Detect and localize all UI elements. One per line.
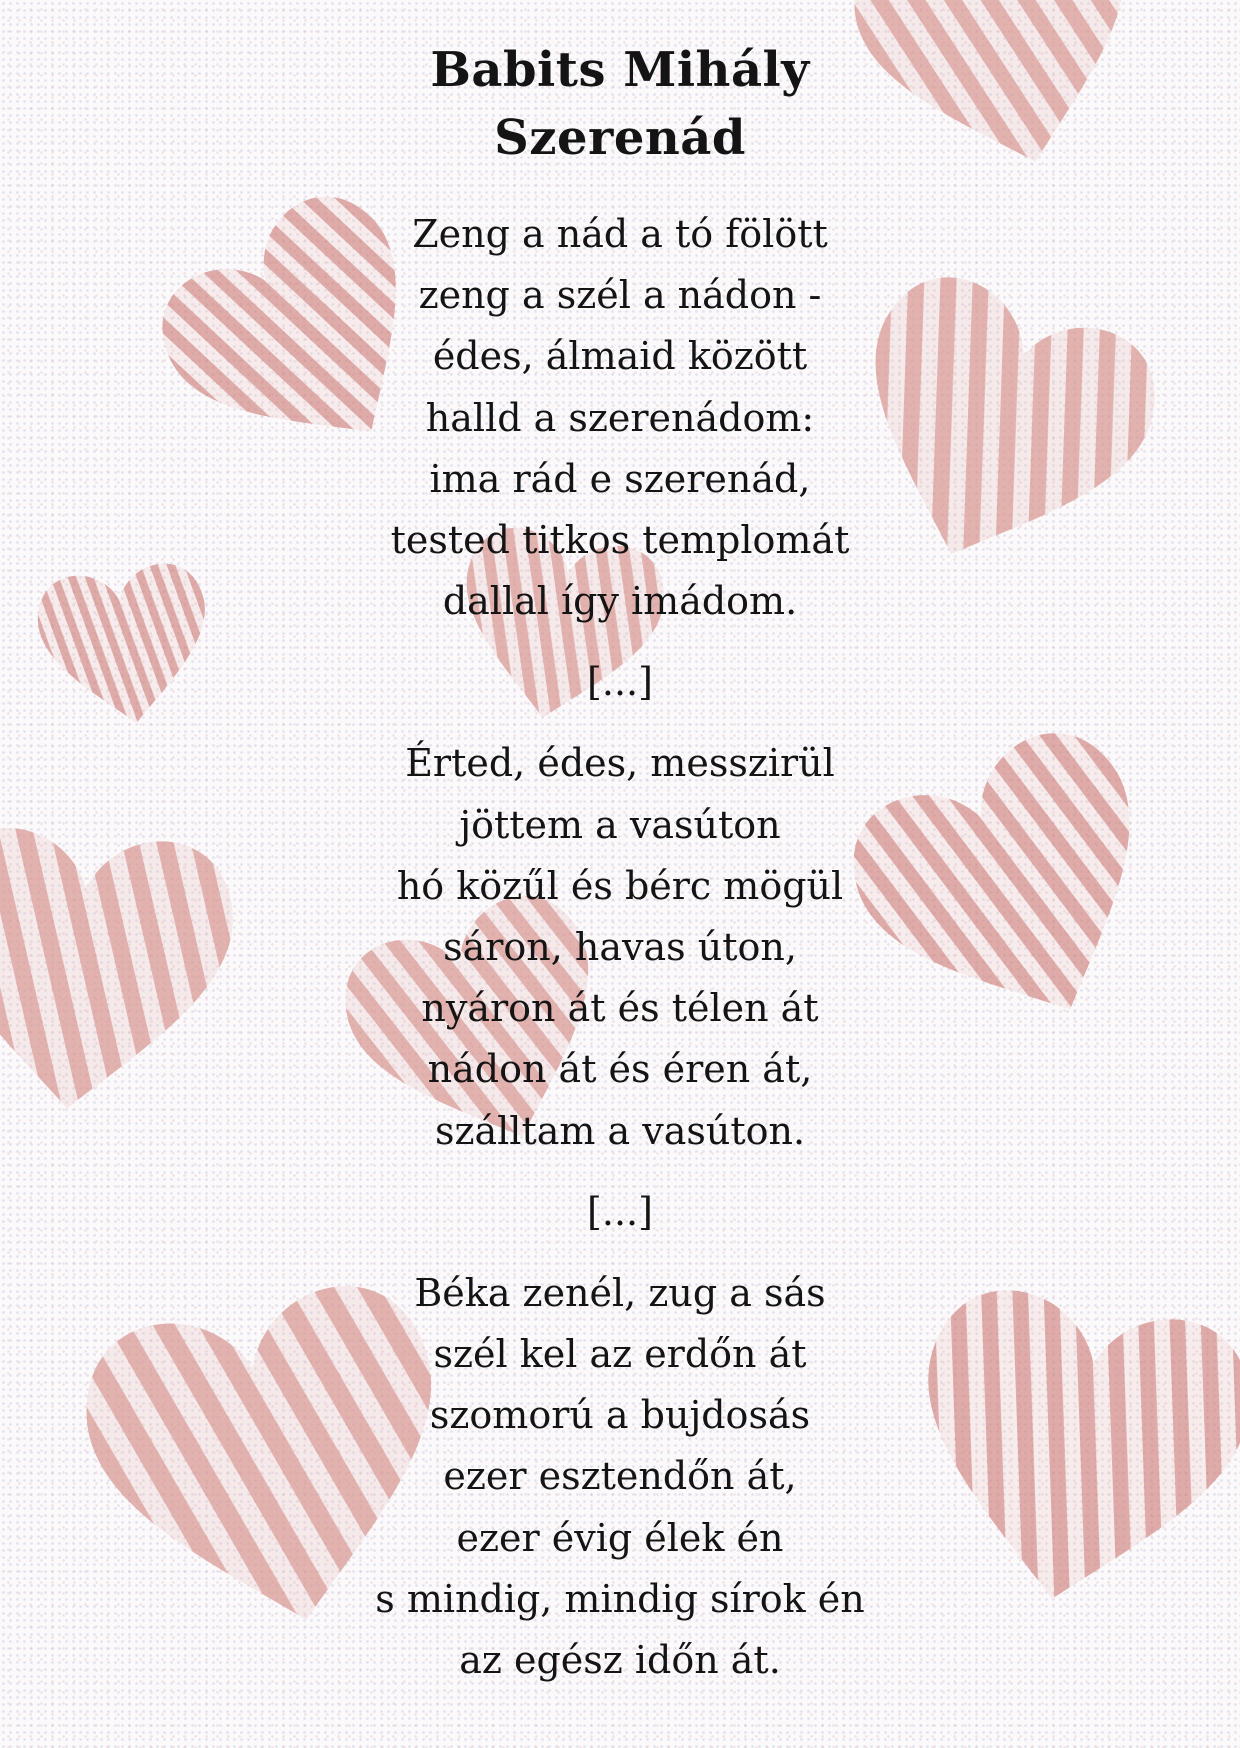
- verse-line: szél kel az erdőn át: [433, 1332, 807, 1377]
- verse-line: zeng a szél a nádon -: [418, 273, 822, 318]
- poem-container: [270, 36, 970, 1691]
- verse-line: ezer évig élek én: [456, 1515, 784, 1560]
- verse-line: jöttem a vasúton: [459, 802, 781, 847]
- stanza-3: [270, 1263, 970, 1691]
- verse-line: hó közűl és bérc mögül: [396, 863, 844, 908]
- verse-line: Béka zenél, zug a sás: [414, 1270, 826, 1315]
- verse-line: nádon át és éren át,: [427, 1047, 813, 1092]
- verse-line: s mindig, mindig sírok én: [375, 1576, 865, 1621]
- omission-marker-2: [...]: [587, 1189, 653, 1234]
- verse-line: ezer esztendőn át,: [443, 1454, 797, 1499]
- poem-author: Babits Mihály: [430, 42, 810, 98]
- verse-line: nyáron át és télen át: [421, 986, 819, 1031]
- verse-line: tested titkos templomát: [390, 518, 850, 563]
- stanza-1: [270, 204, 970, 632]
- stanza-2: [270, 733, 970, 1161]
- verse-line: az egész időn át.: [459, 1638, 781, 1683]
- verse-line: halld a szerenádom:: [425, 395, 815, 440]
- verse-line: sáron, havas úton,: [443, 925, 797, 970]
- verse-line: dallal így imádom.: [442, 579, 798, 624]
- verse-line: Zeng a nád a tó fölött: [412, 212, 828, 256]
- verse-line: édes, álmaid között: [432, 334, 808, 379]
- verse-line: szálltam a vasúton.: [434, 1108, 806, 1153]
- omission-marker-1: [...]: [587, 660, 653, 705]
- verse-line: ima rád e szerenád,: [429, 456, 811, 501]
- heart-left-middle: [0, 822, 239, 1121]
- verse-line: Érted, édes, messzirül: [405, 741, 835, 786]
- poem-title: Szerenád: [494, 110, 746, 166]
- heart-left-small: [32, 558, 219, 734]
- verse-line: szomorú a bujdosás: [429, 1393, 811, 1438]
